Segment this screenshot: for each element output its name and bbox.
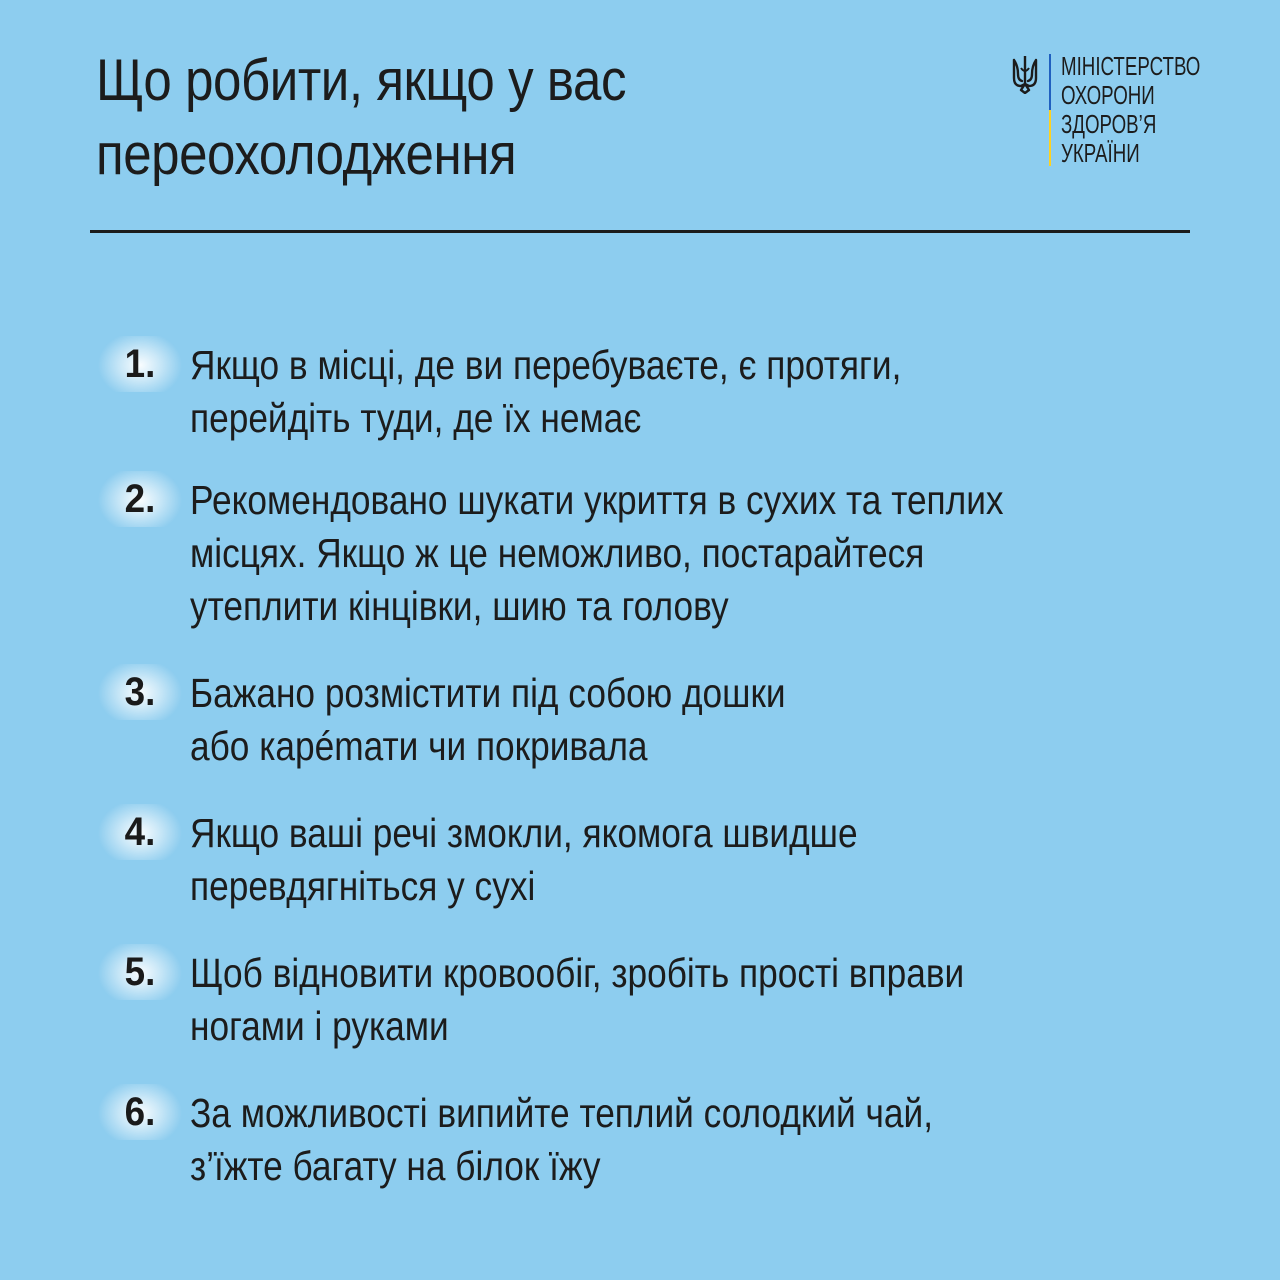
item-text: [190, 947, 1102, 1053]
item-number: 4.: [98, 804, 183, 860]
item-text-line: Якщо в місці, де ви перебуваєте, є протяги,: [190, 342, 902, 388]
item-text-line: Якщо ваші речі змокли, якомога швидше: [190, 810, 858, 856]
item-text: [190, 474, 1102, 633]
logo-line-2: ОХОРОНИ: [1061, 80, 1155, 110]
item-number: 3.: [98, 664, 183, 720]
item-text-line: або карémати чи покривала: [190, 723, 648, 769]
item-text-line: За можливості випийте теплий солодкий чай,: [190, 1090, 933, 1136]
item-text: [190, 339, 1102, 445]
item-number: 5.: [98, 944, 183, 1000]
logo-line-3: ЗДОРОВ’Я: [1061, 109, 1157, 139]
item-text-line: Щоб відновити кровообіг, зробіть прості вправи: [190, 950, 965, 996]
item-text-line: перевдягніться у сухі: [190, 863, 536, 909]
item-text-line: Бажано розмістити під собою дошки: [190, 670, 786, 716]
item-text-line: з’їжте багату на білок їжу: [190, 1143, 601, 1189]
logo-line-4: УКРАЇНИ: [1061, 138, 1140, 168]
item-number: 2.: [98, 471, 183, 527]
item-text-line: утеплити кінцівки, шию та голову: [190, 583, 729, 629]
item-text-line: ногами і руками: [190, 1003, 449, 1049]
item-number: 6.: [98, 1084, 183, 1140]
item-text-line: перейдіть туди, де їх немає: [190, 395, 642, 441]
title-line-1: Що робити, якщо у вас: [96, 48, 627, 113]
item-text-line: Рекомендовано шукати укриття в сухих та теплих: [190, 477, 1004, 523]
item-text: [190, 807, 1102, 913]
logo-line-1: МІНІСТЕРСТВО: [1061, 51, 1201, 81]
title-line-2: переохолодження: [96, 122, 517, 187]
item-text: [190, 1087, 1102, 1193]
item-number: 1.: [98, 336, 183, 392]
item-text-line: місцях. Якщо ж це неможливо, постарайтеся: [190, 530, 925, 576]
item-text: [190, 667, 1102, 773]
